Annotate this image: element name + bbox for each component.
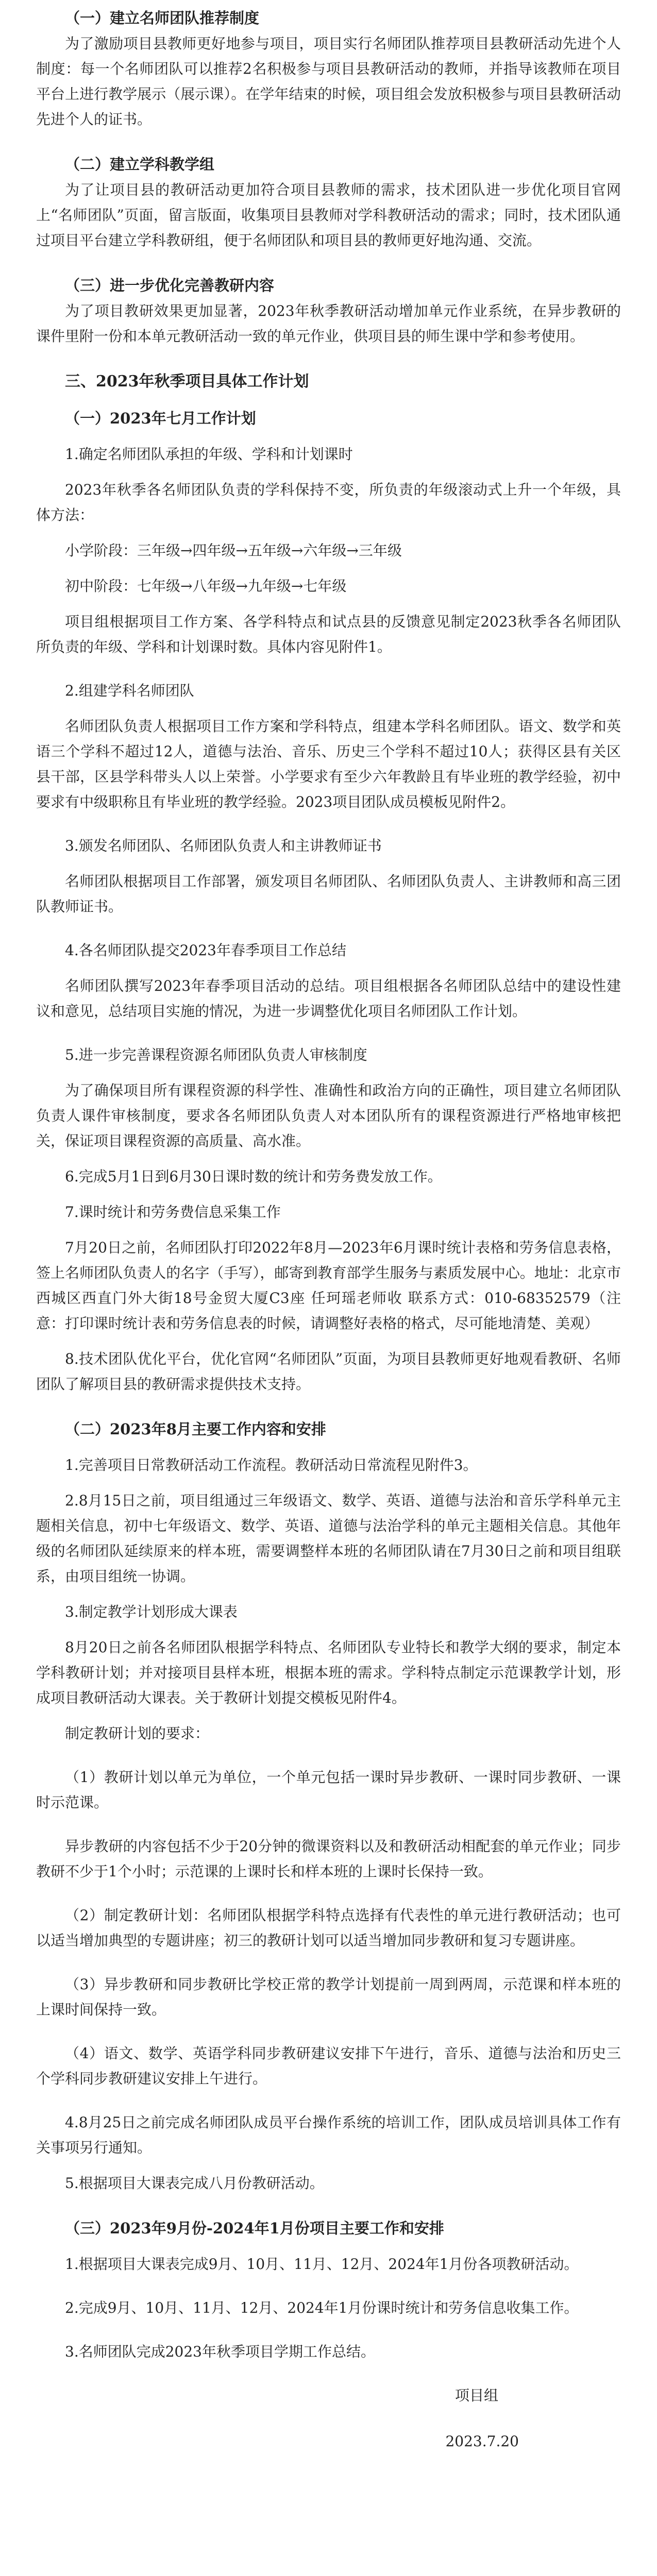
subsection-title: （一）2023年七月工作计划 xyxy=(65,410,256,427)
requirement-item: （3）异步教研和同步教研比学校正常的教学计划提前一周到两周，示范课和样本班的上课时间保持一致。 xyxy=(36,1976,621,2018)
list-item: 5.根据项目大课表完成八月份教研活动。 xyxy=(65,2175,324,2192)
paragraph: 为了让项目县的教研活动更加符合项目县教师的需求，技术团队进一步优化项目官网上“名师团队”页面，留言版面，收集项目县教师对学科教研活动的需求；同时，技术团队通过项目平台建立学科教研组，便于名师团队和项目县的教师更好地沟通、交流。 xyxy=(36,181,621,249)
list-item: 6.完成5月1日到6月30日课时数的统计和劳务费发放工作。 xyxy=(65,1168,442,1185)
paragraph: 为了确保项目所有课程资源的科学性、准确性和政治方向的正确性，项目建立名师团队负责人课件审核制度，要求各名师团队负责人对本团队所有的课程资源进行严格地审核把关，保证项目课程资源的高质量、高水准。 xyxy=(36,1082,621,1149)
list-item: 1.根据项目大课表完成9月、10月、11月、12月、2024年1月份各项教研活动。 xyxy=(65,2256,579,2273)
subsection-title: （二）2023年8月主要工作内容和安排 xyxy=(65,1420,326,1438)
paragraph: 为了激励项目县教师更好地参与项目，项目实行名师团队推荐项目县教研活动先进个人制度：每一个名师团队可以推荐2名积极参与项目县教研活动的教师，并指导该教师在项目平台上进行教学展示（展示课）。在学年结束的时候，项目组会发放积极参与项目县教研活动先进个人的证书。 xyxy=(36,35,621,128)
list-item: 5.进一步完善课程资源名师团队负责人审核制度 xyxy=(65,1046,367,1063)
paragraph: 为了项目教研效果更加显著，2023年秋季教研活动增加单元作业系统，在异步教研的课件里附一份和本单元教研活动一致的单元作业，供项目县的师生课中学和参考使用。 xyxy=(36,302,621,345)
paragraph: 异步教研的内容包括不少于20分钟的微课资料以及和教研活动相配套的单元作业；同步教研不少于1个小时；示范课的上课时长和样本班的上课时长保持一致。 xyxy=(36,1838,621,1880)
requirement-item: （1）教研计划以单元为单位，一个单元包括一课时异步教研、一课时同步教研、一课时示范课。 xyxy=(36,1769,621,1811)
paragraph: 7月20日之前，名师团队打印2022年8月—2023年6月课时统计表格和劳务信息表格，签上名师团队负责人的名字（手写），邮寄到教育部学生服务与素质发展中心。地址：北京市西城区西直门外大街18号金贸大厦C3座 任珂瑶老师收 联系方式：010-68352579（注意：打印课时统计表和劳务信息表的时候，请调整好表格的格式，尽可能地清楚、美观） xyxy=(36,1239,621,1332)
list-item: 3.名师团队完成2023年秋季项目学期工作总结。 xyxy=(65,2343,375,2360)
list-item: 1.完善项目日常教研活动工作流程。教研活动日常流程见附件3。 xyxy=(65,1456,478,1473)
list-item: 3.颁发名师团队、名师团队负责人和主讲教师证书 xyxy=(65,837,382,854)
list-item: 7.课时统计和劳务费信息采集工作 xyxy=(65,1204,281,1221)
section-title: （一）建立名师团队推荐制度 xyxy=(65,9,260,27)
section-title: （三）进一步优化完善教研内容 xyxy=(65,277,275,294)
list-item: 4.各名师团队提交2023年春季项目工作总结 xyxy=(65,942,346,959)
list-item: 3.制定教学计划形成大课表 xyxy=(65,1603,238,1620)
paragraph: 8月20日之前各名师团队根据学科特点、名师团队专业特长和教学大纲的要求，制定本学科教研计划；并对接项目县样本班，根据本班的需求。学科特点制定示范课教学计划，形成项目教研活动大课表。关于教研计划提交模板见附件4。 xyxy=(36,1639,621,1706)
requirement-item: （4）语文、数学、英语学科同步教研建议安排下午进行，音乐、道德与法治和历史三个学科同步教研建议安排上午进行。 xyxy=(36,2045,621,2087)
paragraph: 2023年秋季各名师团队负责的学科保持不变，所负责的年级滚动式上升一个年级，具体方法： xyxy=(36,481,621,523)
paragraph: 制定教研计划的要求： xyxy=(65,1725,210,1742)
requirement-item: （2）制定教研计划：名师团队根据学科特点选择有代表性的单元进行教研活动；也可以适当增加典型的专题讲座；初三的教研计划可以适当增加同步教研和复习专题讲座。 xyxy=(36,1907,621,1949)
signature-date: 2023.7.20 xyxy=(445,2433,519,2450)
subsection-title: （三）2023年9月份-2024年1月份项目主要工作和安排 xyxy=(65,2219,444,2237)
signature: 项目组 xyxy=(454,2387,498,2404)
list-item: 2.组建学科名师团队 xyxy=(65,682,194,699)
list-item: 2.8月15日之前，项目组通过三年级语文、数学、英语、道德与法治和音乐学科单元主题相关信息，初中七年级语文、数学、英语、道德与法治学科的单元主题相关信息。其他年级的名师团队延续原来的样本班，需要调整样本班的名师团队请在7月30日之前和项目组联系，由项目组统一协调。 xyxy=(36,1492,621,1585)
list-item: 2.完成9月、10月、11月、12月、2024年1月份课时统计和劳务信息收集工作。 xyxy=(65,2299,579,2316)
paragraph: 名师团队根据项目工作部署，颁发项目名师团队、名师团队负责人、主讲教师和高三团队教师证书。 xyxy=(36,873,621,915)
paragraph: 名师团队撰写2023年春季项目活动的总结。项目组根据各名师团队总结中的建设性建议和意见，总结项目实施的情况，为进一步调整优化项目名师团队工作计划。 xyxy=(36,977,621,1020)
list-item: 1.确定名师团队承担的年级、学科和计划课时 xyxy=(65,446,353,463)
junior-grade-sequence: 初中阶段：七年级→八年级→九年级→七年级 xyxy=(65,578,347,595)
list-item: 4.8月25日之前完成名师团队成员平台操作系统的培训工作，团队成员培训具体工作有关事项另行通知。 xyxy=(36,2114,621,2156)
part-title: 三、2023年秋季项目具体工作计划 xyxy=(65,372,309,391)
primary-grade-sequence: 小学阶段：三年级→四年级→五年级→六年级→三年级 xyxy=(65,542,402,559)
list-item: 8.技术团队优化平台，优化官网“名师团队”页面，为项目县教师更好地观看教研、名师团队了解项目县的教研需求提供技术支持。 xyxy=(36,1350,621,1393)
paragraph: 名师团队负责人根据项目工作方案和学科特点，组建本学科名师团队。语文、数学和英语三个学科不超过12人，道德与法治、音乐、历史三个学科不超过10人；获得区县有关区县干部，区县学科带头人以上荣誉。小学要求有至少六年教龄且有毕业班的教学经验，初中要求有中级职称且有毕业班的教学经验。2023项目团队成员模板见附件2。 xyxy=(36,718,621,810)
section-title: （二）建立学科教学组 xyxy=(65,156,215,173)
paragraph: 项目组根据项目工作方案、各学科特点和试点县的反馈意见制定2023秋季各名师团队所负责的年级、学科和计划课时数。具体内容见附件1。 xyxy=(36,613,621,655)
